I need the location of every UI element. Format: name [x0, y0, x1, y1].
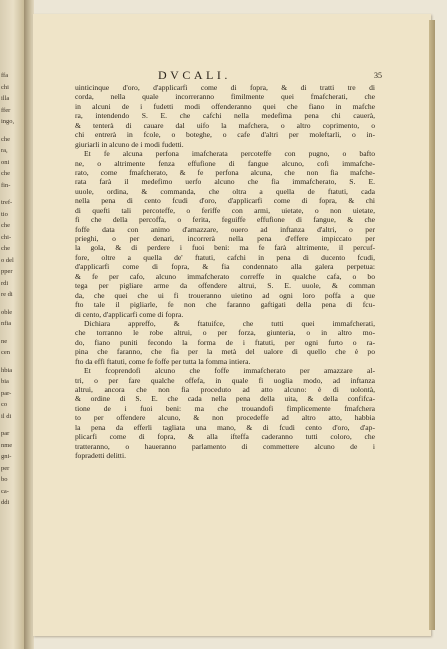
left-page-fragment: ca- — [1, 487, 9, 495]
text-line: la pena da efferli tagliata una mano, & di fcudi cento d'oro, d'ap- — [75, 422, 375, 432]
text-line: pina che faranno, che fia per la metà del ualore di quello che è po — [75, 347, 375, 357]
text-line: fore, oltre a quella de' ftatuti, cafchi in pena di ducento fcudi, — [75, 252, 375, 262]
text-line: fi che della percoffa, o ferita, feguiffe effufione di fangue, & che — [75, 215, 375, 225]
text-line: chi entrerà in fcole, o boteghe, o cafe d'altri per moleftarli, o in- — [75, 130, 375, 140]
left-page-fragment: che — [1, 135, 11, 143]
text-line: fto da effi ftatuti, come fe foffe per tutta la fomma intiera. — [75, 356, 251, 366]
running-head: DVCALI. — [158, 68, 231, 82]
text-line: & tenterà di cauare dal uifo la mafchera, o altro coprimento, o — [75, 120, 375, 130]
left-page-fragment: il di — [1, 412, 12, 420]
text-line: rato, come fmafcherato, & fe perfona alcuna, che non fia mafche- — [75, 167, 375, 177]
page-number: 35 — [374, 71, 382, 80]
text-line: tri, o per fare qualche offefa, in quale fi uoglia modo, ad inftanza — [75, 375, 375, 385]
text-line: altrui, ancora che non fia proceduto ad atto alcuno: è di uolontà, — [75, 385, 375, 395]
left-page-fragment: tio — [1, 210, 8, 218]
left-page-fragment: pper — [1, 268, 13, 275]
left-page-fragment: hbia — [1, 366, 13, 374]
text-line: rata farà il medefimo uerfo alcuno che fia immafcherato, S. E. — [75, 177, 375, 187]
text-line: la gola, & di perdere i fuoi beni: ma fe farà altrimente, il percuf- — [75, 243, 375, 253]
page-edge — [429, 20, 435, 630]
text-line: uinticinque d'oro, d'applicarfi come di fopra, & di tratti tre di — [75, 83, 375, 92]
left-page-fragment: ra, — [1, 147, 8, 154]
text-line: & ordine di S. E. che cada nella pena della uita, & della confifca- — [75, 394, 375, 404]
left-page-fragment: ne — [1, 337, 8, 345]
paragraph-3 — [75, 319, 375, 366]
left-page-fragment: per — [1, 464, 10, 472]
body-text — [75, 83, 375, 461]
left-page-fragment: illa — [1, 95, 10, 102]
text-line: uuole, ordina, & commanda, che oltra a quella de ftatuti, cada — [75, 186, 375, 196]
left-page-fragment: che — [1, 170, 11, 177]
text-line: fopradetti delitti. — [75, 451, 127, 461]
text-line: tega per pigliare arme da offendere altrui, S. E. uuole, & comman — [75, 281, 375, 291]
left-page-fragment: che — [1, 245, 11, 252]
text-line: Et fe alcuna perfona imafcherata percoteffe con pugno, o bafto — [84, 149, 375, 159]
left-page-fragment: gni- — [1, 453, 12, 460]
left-page-fragment: cen — [1, 349, 11, 356]
left-page-fragment: nfia — [1, 320, 12, 327]
left-page-fragment: bia — [1, 378, 9, 385]
left-page-fragment: tref- — [1, 199, 13, 206]
text-line: giuriarli in alcuno de i modi fudetti. — [75, 139, 184, 149]
text-line: Et fcoprendofi alcuno che foffe immafcherato per amazzare al- — [84, 366, 375, 376]
text-line: tione de i fuoi beni: ma che trouandofi fimplicemente fmafchera — [75, 403, 375, 413]
paragraph-4 — [75, 366, 375, 460]
left-page-fragment: ingo, — [1, 118, 15, 125]
text-line: nella pena di cento fcudi d'oro, d'applicarfi come di fopra, & chi — [75, 196, 375, 206]
paragraph-1 — [75, 83, 375, 149]
left-page-fragment: oni — [1, 158, 10, 166]
text-line: do, fiano puniti fecondo la forma de i ftatuti, per ogni furto o ra- — [75, 337, 375, 347]
text-line: che torranno le robe altrui, o per forza, giunteria, o in altro mo- — [75, 328, 375, 338]
left-page-fragment: nme — [1, 441, 13, 449]
text-line: d'applicarfi come di fopra, & fia condennato alla galera perpetua: — [75, 262, 375, 272]
left-page-fragment: bo — [1, 476, 8, 483]
left-page-fragment: chi- — [1, 233, 12, 241]
text-line: plicarfi come di fopra, & alla ifteffa caderanno tutti coloro, che — [75, 432, 375, 442]
text-line: corda, nella quale incorreranno fimilmente quei fmafcherati, che — [75, 92, 375, 102]
left-page-fragment: par — [1, 430, 10, 437]
text-line: foffe data con animo d'amazzare, ouero ad inftanza d'altri, o per — [75, 224, 375, 234]
left-page-fragment: ffer — [1, 106, 11, 114]
left-page-fragment: fin- — [1, 181, 11, 189]
left-page-edge — [0, 0, 24, 649]
text-line: ra, intendendo S. E. che cafchi nella medefima pena chi cauerà, — [75, 111, 375, 121]
text-line: tratteranno, o haueranno parlamento di commettere alcuno de i — [75, 441, 375, 451]
text-line: Dichiara appreffo, & ftatuifce, che tutti quei immafcherati, — [84, 318, 375, 328]
left-page-fragment: co — [1, 401, 8, 408]
left-page-fragment: che — [1, 222, 11, 229]
left-page-fragment: ddi — [1, 499, 10, 506]
left-page-fragment: chi — [1, 83, 9, 91]
text-line: di quefti tali percoteffe, o feriffe con armi, uietate, o non uietate, — [75, 205, 375, 215]
left-page-fragment: rdi — [1, 279, 9, 287]
text-line: & fe per cafo, alcuno immafcherato correffe in qualche cafa, o bo — [75, 271, 375, 281]
left-page-fragment: ffa — [1, 72, 9, 79]
left-page-fragment: re di — [1, 291, 13, 298]
left-page-fragment: o del — [1, 256, 14, 264]
text-line: di cento, d'applicarfi come di fopra. — [75, 309, 184, 319]
text-line: to per offendere alcuno, & non procedeffe ad altro atto, habbia — [75, 413, 375, 423]
text-line: prieghi, o per denari, incorrerà nella pena d'effere impiccato per — [75, 234, 375, 244]
paragraph-2 — [75, 149, 375, 319]
text-line: in alcuni de i fudetti modi offenderanno quei che fiano in mafche — [75, 101, 375, 111]
text-line: ne, o altrimente fenza effufione di fangue alcuno, cofi immafche- — [75, 158, 375, 168]
left-page-fragment: par- — [1, 389, 12, 397]
text-line: fto tale il pigliarle, fe non che faranno gaftigati della pena di fcu- — [75, 300, 375, 310]
text-line: da, che quei che ui fi troueranno uietino ad ogni loro poffa a que — [75, 290, 375, 300]
left-page-fragment: oble — [1, 308, 13, 316]
